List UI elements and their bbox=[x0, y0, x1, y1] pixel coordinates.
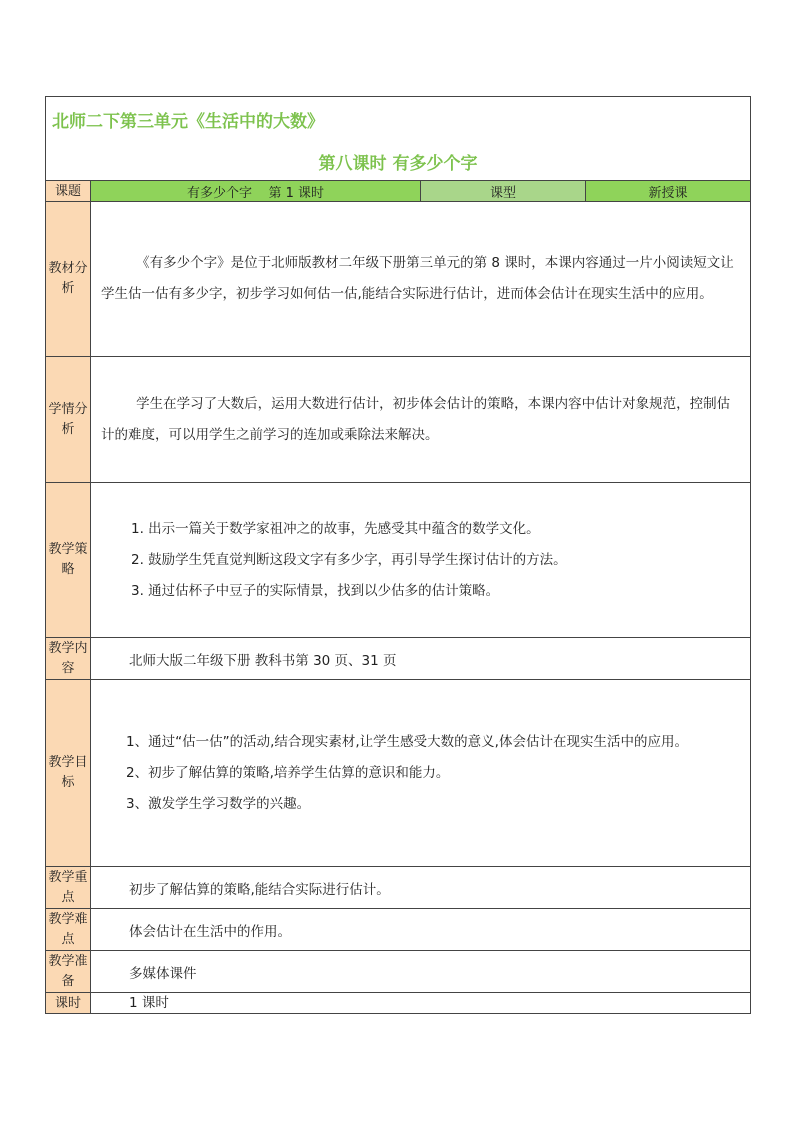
key-text: 初步了解估算的策略,能结合实际进行估计。 bbox=[91, 867, 751, 909]
strategy-cell bbox=[91, 483, 751, 638]
lesson-label: 课题 bbox=[46, 181, 91, 202]
analysis-cell bbox=[91, 202, 751, 357]
strategy-item: 2. 鼓励学生凭直觉判断这段文字有多少字，再引导学生探讨估计的方法。 bbox=[131, 551, 567, 568]
content-text: 北师大版二年级下册 教科书第 30 页、31 页 bbox=[91, 638, 751, 680]
students-text: 学生在学习了大数后，运用大数进行估计，初步体会估计的策略，本课内容中估计对象规范，控制估计的难度，可以用学生之前学习的连加或乘除法来解决。 bbox=[101, 395, 731, 443]
key-label: 教学重点 bbox=[46, 867, 91, 909]
prep-text: 多媒体课件 bbox=[91, 951, 751, 993]
strategy-item: 3. 通过估杯子中豆子的实际情景，找到以少估多的估计策略。 bbox=[131, 582, 500, 599]
type-value: 新授课 bbox=[586, 181, 751, 202]
strategy-label: 教学策略 bbox=[46, 483, 91, 638]
prep-label: 教学准备 bbox=[46, 951, 91, 993]
goal-item: 2、初步了解估算的策略,培养学生估算的意识和能力。 bbox=[126, 764, 450, 781]
lesson-value: 有多少个字 第 1 课时 bbox=[91, 181, 421, 202]
lesson-subtitle: 第八课时 有多少个字 bbox=[318, 154, 478, 174]
analysis-label: 教材分析 bbox=[46, 202, 91, 357]
difficult-label: 教学难点 bbox=[46, 909, 91, 951]
students-cell bbox=[91, 357, 751, 483]
goal-item: 1、通过“估一估”的活动,结合现实素材,让学生感受大数的意义,体会估计在现实生活中的应用。 bbox=[126, 733, 688, 750]
hours-text: 1 课时 bbox=[91, 993, 751, 1014]
goals-label: 教学目标 bbox=[46, 680, 91, 867]
analysis-text: 《有多少个字》是位于北师版教材二年级下册第三单元的第 8 课时，本课内容通过一片小阅读短文让学生估一估有多少字，初步学习如何估一估,能结合实际进行估计，进而体会估计在现实生活中的应用。 bbox=[101, 255, 734, 302]
lesson-plan-sheet bbox=[45, 96, 750, 1014]
hours-label: 课时 bbox=[46, 993, 91, 1014]
content-label: 教学内容 bbox=[46, 638, 91, 680]
difficult-text: 体会估计在生活中的作用。 bbox=[91, 909, 751, 951]
strategy-item: 1. 出示一篇关于数学家祖冲之的故事，先感受其中蕴含的数学文化。 bbox=[131, 520, 540, 537]
document-title: 北师二下第三单元《生活中的大数》 bbox=[52, 112, 324, 132]
students-label: 学情分析 bbox=[46, 357, 91, 483]
title-cell bbox=[46, 97, 751, 181]
type-label: 课型 bbox=[421, 181, 586, 202]
goal-item: 3、激发学生学习数学的兴趣。 bbox=[126, 795, 311, 812]
goals-cell bbox=[91, 680, 751, 867]
lesson-plan-table bbox=[45, 96, 751, 1014]
